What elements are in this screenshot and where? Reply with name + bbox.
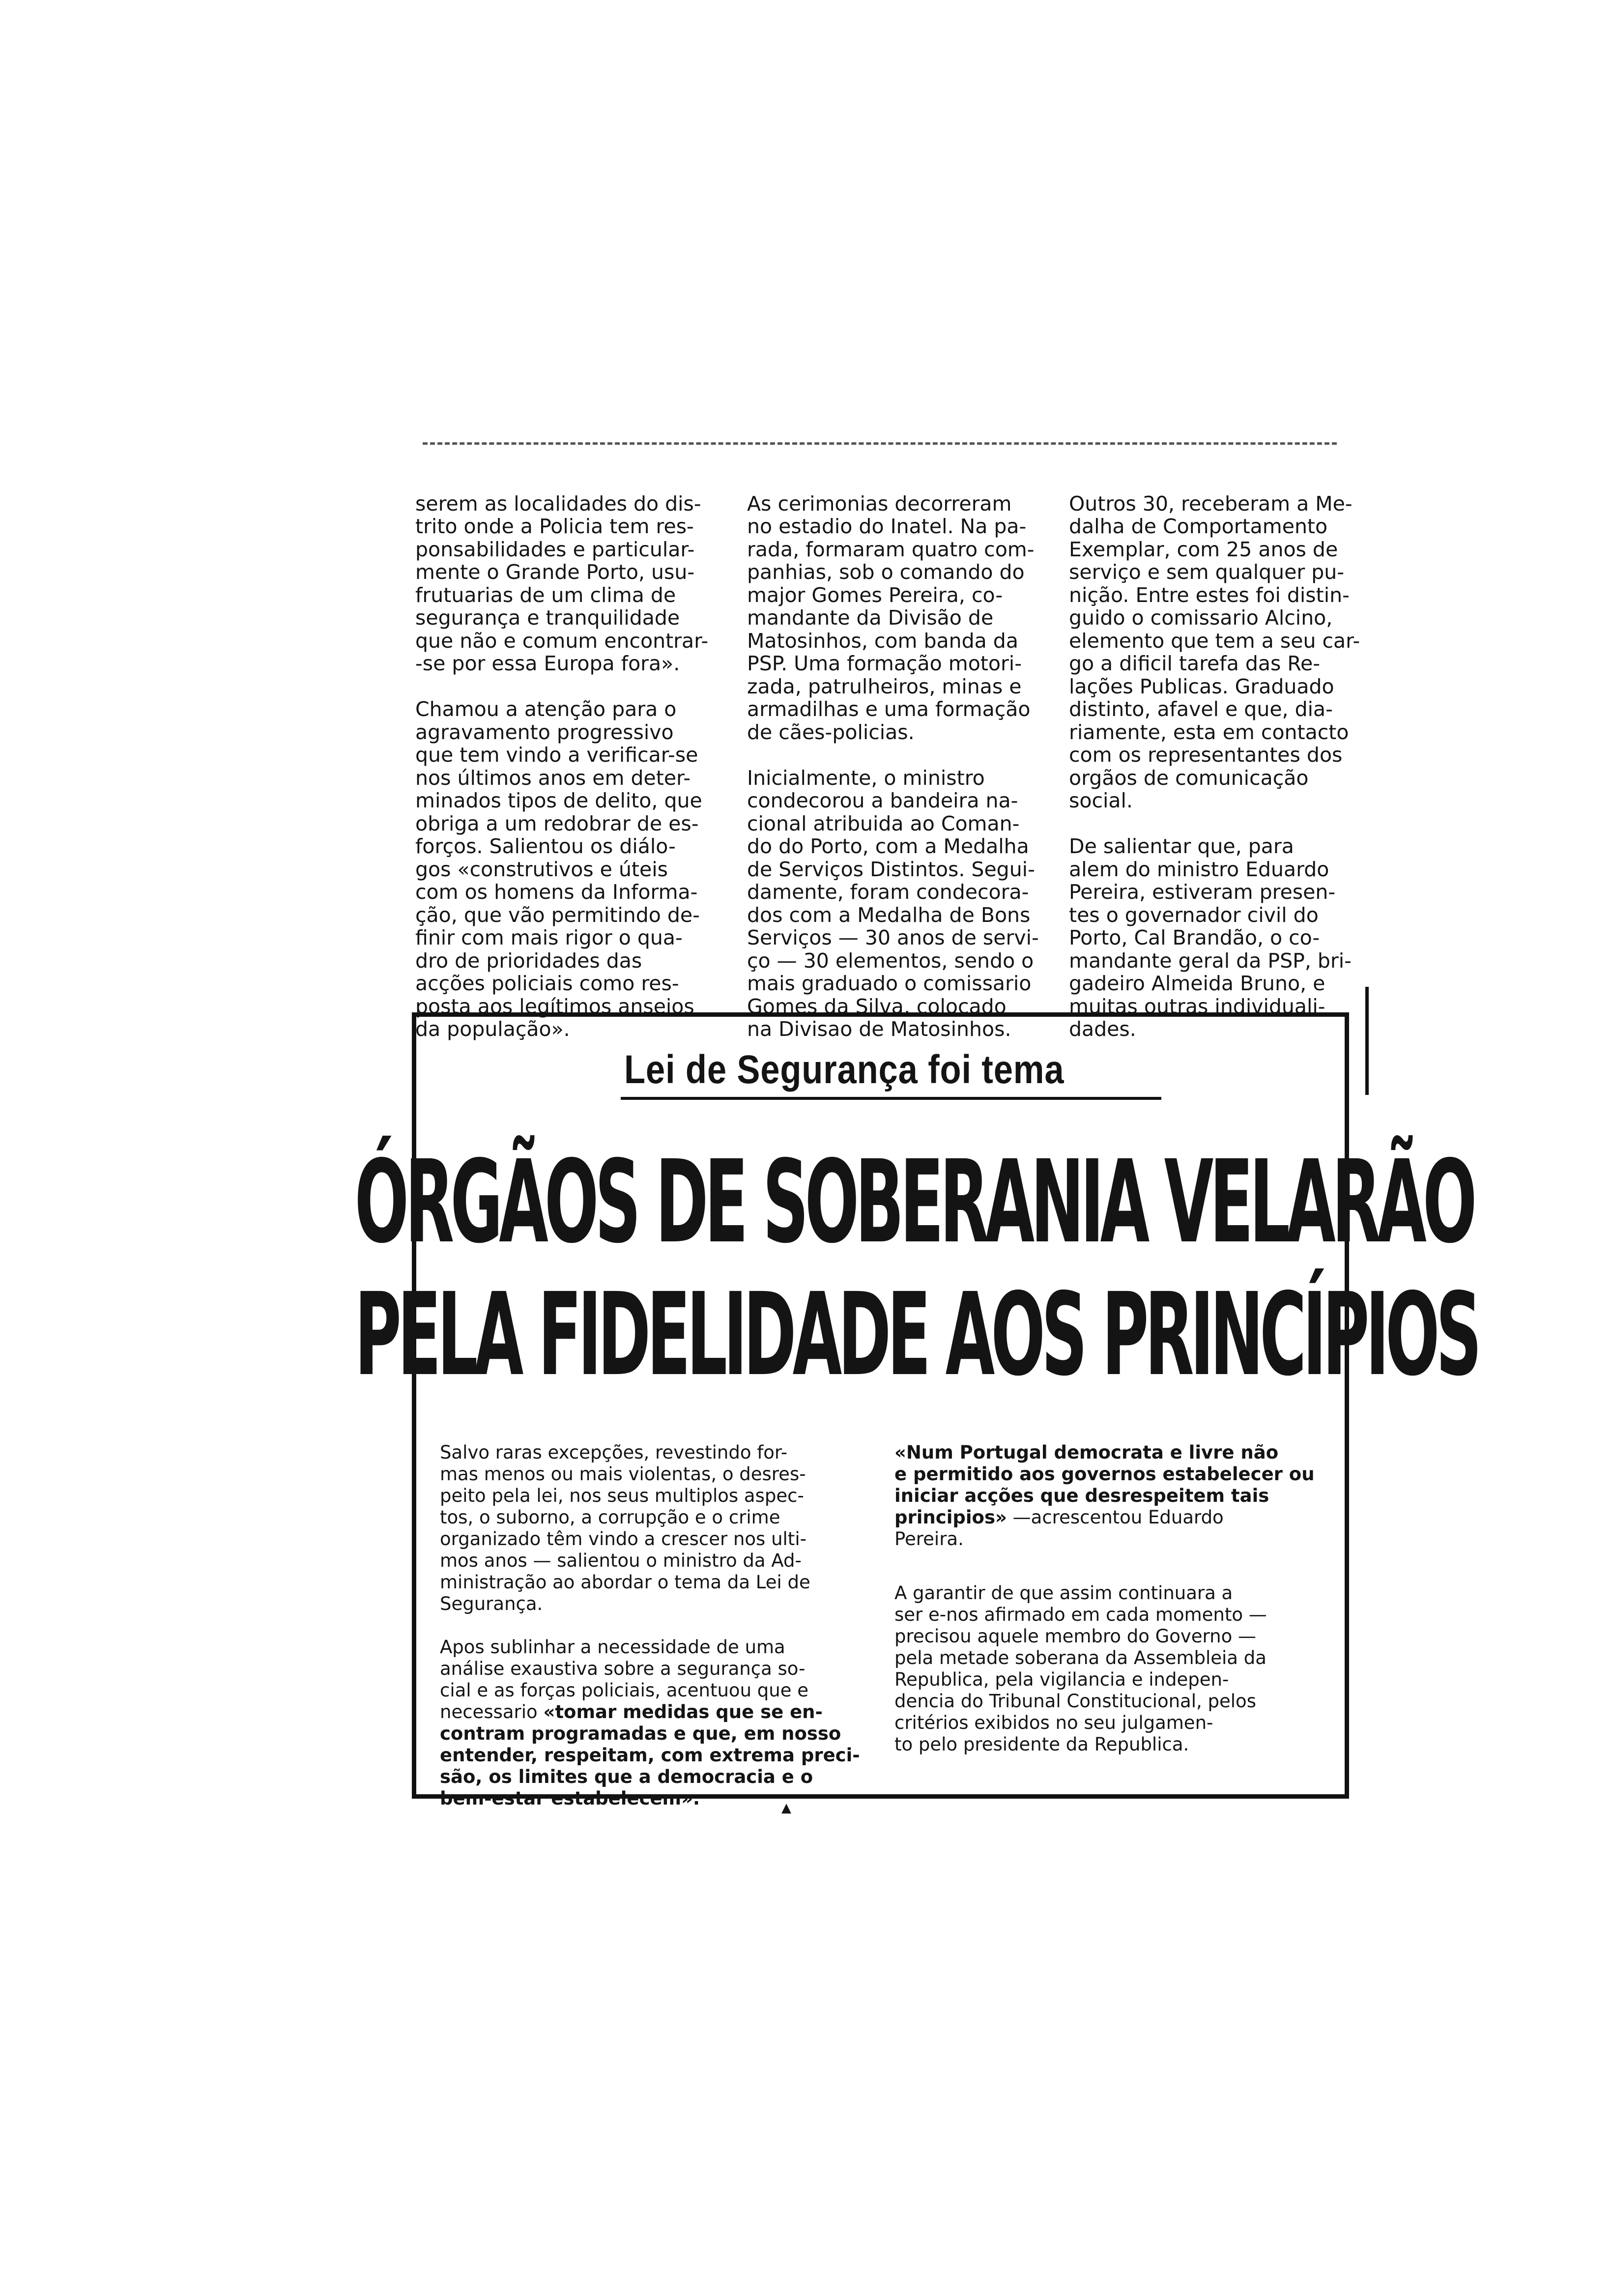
col2-paragraph-2: Inicialmente, o ministro condecorou a bandeira na- cional atribuida ao Coman- do do Porto, com a Medalha de Serviços Distintos. Segui- damente, foram condecora- dos com a Medalha de Bons Serviços — 30 anos de servi- ço — 30 elementos, sendo o mais graduado o comissario Gomes da Silva, colocado na Divisao de Matosinhos. (747, 766, 1039, 1041)
frame-side-bar (1365, 987, 1369, 1095)
top-dashed-rule (423, 442, 1337, 445)
article-column-1 (415, 469, 715, 1063)
box-left-p2-text: Apos sublinhar a necessidade de uma análise exaustiva sobre a segurança so- cial e as forças policiais, acentuou que e necessario (440, 1636, 809, 1722)
article-column-2 (747, 469, 1052, 1063)
box-column-right (894, 1420, 1322, 1777)
article-column-3 (1069, 469, 1364, 1063)
box-left-p2-quote: «tomar medidas que se en- contram programadas e que, em nosso entender, respeitam, com extrema preci- são, os limites que a democracia e o bem-estar estabelecem». (440, 1701, 860, 1809)
kicker-underline (621, 1097, 1161, 1100)
bottom-caret-mark: ▲ (781, 1801, 791, 1815)
box-left-paragraph-1: Salvo raras excepções, revestindo for- mas menos ou mais violentas, o desres- peito pela lei, nos seus multiplos aspec- tos, o suborno, a corrupção e o crime organizado têm vindo a crescer nos ulti- mos anos — salientou o ministro da Ad- ministração ao abordar o tema da Lei de Segurança. (440, 1442, 810, 1614)
headline-line-2: PELA FIDELIDADE AOS PRINCÍPIOS (354, 1268, 1478, 1401)
col1-paragraph-2: Chamou a atenção para o agravamento progressivo que tem vindo a verificar-se nos últimos anos em deter- minados tipos de delito, que obriga a um redobrar de es- forços. Salientou os diálo- gos «construtivos e úteis com os homens da Informa- ção, que vão permitindo de- finir com mais rigor o qua- dro de prioridades das acções policiais como res- posta aos legítimos anseios da população». (415, 697, 702, 1041)
col2-paragraph-1: As cerimonias decorreram no estadio do Inatel. Na pa- rada, formaram quatro com- panhias, sob o comando do major Gomes Pereira, co- mandante da Divisão de Matosinhos, com banda da PSP. Uma formação motori- zada, patrulheiros, minas e armadilhas e uma formação de cães-policias. (747, 491, 1035, 744)
box-left-paragraph-2 (440, 1636, 870, 1809)
col3-paragraph-1: Outros 30, receberam a Me- dalha de Comportamento Exemplar, com 25 anos de serviço e sem qualquer pu- nição. Entre estes foi distin- guido o comissario Alcino, elemento que tem a seu car- go a dificil tarefa das Re- lações Publicas. Graduado distinto, afavel e que, dia- riamente, esta em contacto com os representantes dos orgãos de comunicação social. (1069, 491, 1360, 812)
headline-line-1: ÓRGÃOS DE SOBERANIA VELARÃO (354, 1136, 1473, 1268)
col1-paragraph-1: serem as localidades do dis- trito onde a Policia tem res- ponsabilidades e particular- mente o Grande Porto, usu- frutuarias de um clima de segurança e tranquilidade que não e comum encontrar- -se por essa Europa fora». (415, 491, 709, 675)
kicker-title: Lei de Segurança foi tema (624, 1047, 1065, 1092)
box-right-p1-quote: «Num Portugal democrata e livre não e permitido aos governos estabelecer ou iniciar acções que desrespeitem tais principios» (894, 1442, 1315, 1528)
box-column-left (440, 1420, 870, 1831)
box-right-paragraph-2: A garantir de que assim continuara a ser e-nos afirmado em cada momento — precisou aquele membro do Governo — pela metade soberana da Assembleia da Republica, pela vigilancia e indepen- dencia do Tribunal Constitucional, pelos critérios exibidos no seu julgamen- to pelo presidente da Republica. (894, 1582, 1267, 1755)
box-right-paragraph-1 (894, 1442, 1322, 1550)
col3-paragraph-2: De salientar que, para alem do ministro Eduardo Pereira, estiveram presen- tes o governador civil do Porto, Cal Brandão, o co- mandante geral da PSP, bri- gadeiro Almeida Bruno, e muitas outras individuali- dades. (1069, 834, 1352, 1041)
box-right-p1-text: —acrescentou Eduardo Pereira. (894, 1507, 1224, 1550)
